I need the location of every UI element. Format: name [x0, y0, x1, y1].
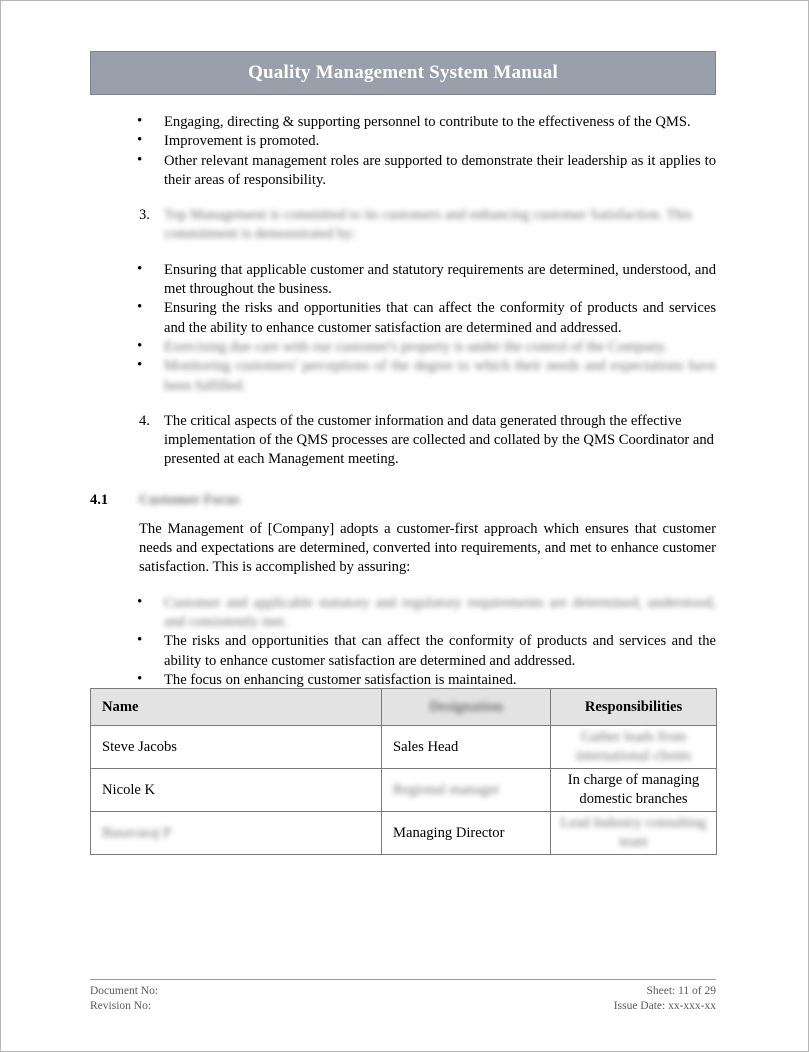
- list-item: [90, 594, 716, 633]
- column-header-name: Name: [91, 689, 382, 726]
- spacer: [90, 245, 716, 261]
- item-number: 4.: [139, 412, 150, 429]
- page-title: Quality Management System Manual: [248, 62, 558, 83]
- item-text: The critical aspects of the customer information and data generated through the effective implementation of the QMS processes are collected and collated by the QMS Coordinator and presented at each Management meeting.: [164, 412, 714, 468]
- spacer: [90, 510, 716, 520]
- cell-responsibilities: [551, 812, 717, 855]
- list-item: [90, 299, 716, 338]
- item-number: 3.: [139, 207, 150, 224]
- footer-sheet-number: Sheet: 11 of 29: [646, 985, 716, 997]
- list-item-text: Ensuring that applicable customer and statutory requirements are determined, understood, and met throughout the business.: [164, 261, 716, 298]
- list-item-text: Customer and applicable statutory and regulatory requirements are determined, understood, and consistently met.: [164, 594, 716, 630]
- spacer: [90, 396, 716, 412]
- column-header-designation: [382, 689, 551, 726]
- item-text: Top Management is committed to its customers and enhancing customer Satisfaction. This commitment is demonstrated by:: [164, 207, 693, 243]
- section-title: Customer Focus: [139, 491, 240, 508]
- list-item: • Other relevant management roles are supported to demonstrate their leadership as it applies to their areas of responsibility.: [90, 152, 716, 191]
- section-4-1-paragraph: The Management of [Company] adopts a customer-first approach which ensures that customer needs and expectations are determined, converted into requirements, and met to enhance customer satisfaction. This is accomplished by assuring:: [139, 520, 716, 576]
- document-title-banner: [90, 51, 716, 95]
- bullet-list-group-2: [90, 261, 716, 396]
- page-footer: [90, 979, 716, 1014]
- table-row: [91, 812, 717, 855]
- leadership-roles-table: [90, 688, 717, 855]
- cell-name: Nicole K: [91, 769, 382, 812]
- cell-responsibilities: [551, 726, 717, 769]
- spacer: [90, 578, 716, 594]
- bullet-list-group-1: [90, 113, 716, 190]
- footer-document-no: Document No:: [90, 985, 159, 997]
- list-item: • Engaging, directing & supporting personnel to contribute to the effectiveness of the QMS.: [90, 113, 716, 132]
- cell-designation: Managing Director: [382, 812, 551, 855]
- column-header-designation-text: Designation: [429, 698, 503, 715]
- list-item: [90, 412, 716, 470]
- list-item-text: Ensuring the risks and opportunities that can affect the conformity of products and services and the ability to enhance customer satisfaction are determined and addressed.: [164, 300, 716, 336]
- footer-left: [90, 984, 158, 1014]
- list-item-text: The focus on enhancing customer satisfaction is maintained.: [164, 671, 517, 688]
- spacer: [90, 190, 716, 206]
- cell-designation: Sales Head: [382, 726, 551, 769]
- section-number: 4.1: [90, 491, 109, 508]
- table-row: [91, 769, 717, 812]
- spacer: [90, 470, 716, 491]
- numbered-item-3: [90, 206, 716, 245]
- document-content: [90, 113, 716, 730]
- list-item: [90, 206, 716, 245]
- list-item: [90, 632, 716, 671]
- numbered-item-4: [90, 412, 716, 470]
- table-header-row: [91, 689, 717, 726]
- column-header-responsibilities: Responsibilities: [551, 689, 717, 726]
- cell-responsibilities-text: Gather leads from international clients: [575, 729, 692, 764]
- cell-responsibilities-text: Lead Industry consulting team: [560, 815, 707, 850]
- cell-designation-text: Regional manager: [393, 781, 500, 798]
- bullet-list-section-4-1: [90, 594, 716, 690]
- cell-designation: [382, 769, 551, 812]
- cell-name-text: Basavaraj P: [102, 824, 172, 841]
- footer-revision-no: Revision No:: [90, 1000, 152, 1012]
- footer-right: [614, 984, 716, 1014]
- list-item: [90, 357, 716, 396]
- cell-name: Steve Jacobs: [91, 726, 382, 769]
- list-item: [90, 261, 716, 300]
- list-item: [90, 338, 716, 357]
- list-item-text: Exercising due care with our customer's property is under the control of the Company.: [164, 338, 668, 355]
- cell-name: [91, 812, 382, 855]
- footer-issue-date: Issue Date: xx-xxx-xx: [613, 1000, 716, 1012]
- section-heading-4-1: [90, 491, 716, 510]
- list-item-text: Monitoring customers' perceptions of the degree to which their needs and expectations have been fulfilled.: [164, 358, 716, 394]
- list-item: • Improvement is promoted.: [90, 132, 716, 151]
- cell-responsibilities: In charge of managing domestic branches: [551, 769, 717, 812]
- table-row: [91, 726, 717, 769]
- list-item-text: The risks and opportunities that can affect the conformity of products and services and the ability to enhance customer satisfaction are determined and addressed.: [164, 633, 716, 669]
